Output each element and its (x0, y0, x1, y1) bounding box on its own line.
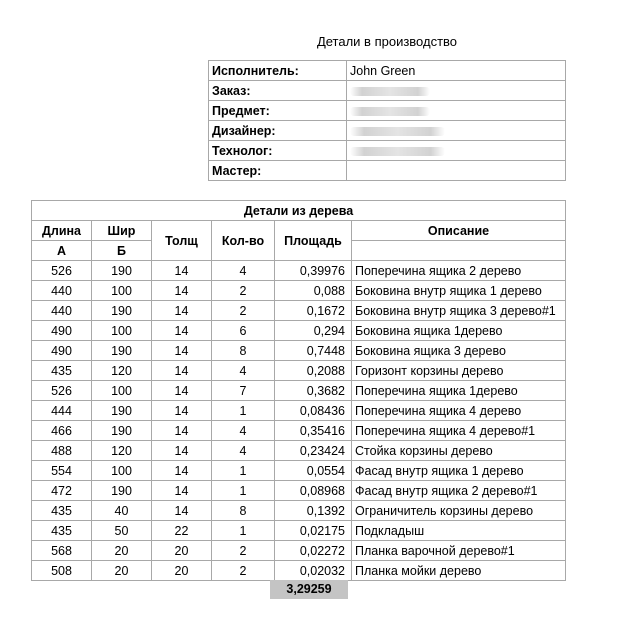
cell-thickness: 14 (152, 381, 212, 401)
cell-description: Планка мойки дерево (352, 561, 566, 581)
cell-description: Боковина ящика 1дерево (352, 321, 566, 341)
cell-area: 0,02032 (275, 561, 352, 581)
table-row (32, 361, 566, 381)
redacted-text (350, 87, 430, 96)
cell-quantity: 8 (212, 341, 275, 361)
cell-thickness: 14 (152, 421, 212, 441)
cell-description: Ограничитель корзины дерево (352, 501, 566, 521)
cell-description: Горизонт корзины дерево (352, 361, 566, 381)
cell-quantity: 1 (212, 481, 275, 501)
cell-area: 0,294 (275, 321, 352, 341)
col-length-subheader: А (32, 241, 92, 261)
cell-length: 472 (32, 481, 92, 501)
cell-thickness: 14 (152, 501, 212, 521)
table-row (32, 301, 566, 321)
cell-description: Боковина ящика 3 дерево (352, 341, 566, 361)
table-row (32, 341, 566, 361)
info-value (347, 161, 566, 181)
cell-width: 20 (92, 561, 152, 581)
table-row (32, 501, 566, 521)
cell-thickness: 20 (152, 541, 212, 561)
table-row (32, 441, 566, 461)
info-value (347, 101, 566, 121)
cell-width: 50 (92, 521, 152, 541)
cell-description: Фасад внутр ящика 2 дерево#1 (352, 481, 566, 501)
cell-length: 568 (32, 541, 92, 561)
cell-description: Боковина внутр ящика 3 дерево#1 (352, 301, 566, 321)
cell-length: 435 (32, 521, 92, 541)
info-value (347, 81, 566, 101)
info-row (209, 81, 566, 101)
cell-thickness: 22 (152, 521, 212, 541)
cell-length: 444 (32, 401, 92, 421)
cell-area: 0,08968 (275, 481, 352, 501)
redacted-text (350, 107, 430, 116)
cell-length: 554 (32, 461, 92, 481)
table-row (32, 481, 566, 501)
cell-quantity: 8 (212, 501, 275, 521)
cell-description: Боковина внутр ящика 1 дерево (352, 281, 566, 301)
cell-description: Поперечина ящика 1дерево (352, 381, 566, 401)
table-row (32, 541, 566, 561)
cell-thickness: 14 (152, 441, 212, 461)
cell-quantity: 2 (212, 561, 275, 581)
table-row (32, 421, 566, 441)
info-label: Предмет: (209, 101, 347, 121)
cell-area: 0,23424 (275, 441, 352, 461)
wood-parts-table (31, 200, 566, 581)
order-info-table (208, 60, 566, 181)
col-thickness-header: Толщ (152, 221, 212, 261)
cell-thickness: 14 (152, 281, 212, 301)
cell-quantity: 1 (212, 461, 275, 481)
cell-quantity: 2 (212, 541, 275, 561)
cell-width: 190 (92, 401, 152, 421)
cell-quantity: 4 (212, 261, 275, 281)
cell-width: 120 (92, 441, 152, 461)
cell-width: 100 (92, 461, 152, 481)
info-value: John Green (347, 61, 566, 81)
cell-width: 190 (92, 261, 152, 281)
cell-length: 526 (32, 261, 92, 281)
cell-description: Поперечина ящика 2 дерево (352, 261, 566, 281)
cell-area: 0,7448 (275, 341, 352, 361)
cell-thickness: 14 (152, 461, 212, 481)
table-row (32, 461, 566, 481)
cell-quantity: 2 (212, 281, 275, 301)
table-row (32, 281, 566, 301)
cell-quantity: 1 (212, 401, 275, 421)
cell-area: 0,088 (275, 281, 352, 301)
col-quantity-header: Кол-во (212, 221, 275, 261)
info-label: Мастер: (209, 161, 347, 181)
cell-thickness: 14 (152, 261, 212, 281)
table-row (32, 321, 566, 341)
cell-quantity: 6 (212, 321, 275, 341)
col-width-subheader: Б (92, 241, 152, 261)
cell-quantity: 2 (212, 301, 275, 321)
redacted-text (350, 127, 445, 136)
redacted-text (350, 147, 445, 156)
cell-width: 100 (92, 321, 152, 341)
col-area-header: Площадь (275, 221, 352, 261)
cell-area: 0,39976 (275, 261, 352, 281)
cell-quantity: 4 (212, 361, 275, 381)
cell-width: 190 (92, 481, 152, 501)
cell-length: 466 (32, 421, 92, 441)
cell-area: 0,08436 (275, 401, 352, 421)
cell-width: 100 (92, 381, 152, 401)
section-title: Детали из дерева (32, 201, 566, 221)
cell-description: Подкладыш (352, 521, 566, 541)
cell-thickness: 14 (152, 401, 212, 421)
cell-description: Поперечина ящика 4 дерево#1 (352, 421, 566, 441)
info-row (209, 141, 566, 161)
cell-quantity: 4 (212, 421, 275, 441)
cell-area: 0,02272 (275, 541, 352, 561)
table-row (32, 521, 566, 541)
cell-area: 0,02175 (275, 521, 352, 541)
table-row (32, 381, 566, 401)
info-value (347, 121, 566, 141)
cell-thickness: 14 (152, 361, 212, 381)
cell-description: Поперечина ящика 4 дерево (352, 401, 566, 421)
document-title: Детали в производство (316, 34, 458, 49)
cell-length: 440 (32, 301, 92, 321)
cell-quantity: 4 (212, 441, 275, 461)
cell-width: 20 (92, 541, 152, 561)
cell-thickness: 14 (152, 301, 212, 321)
cell-thickness: 20 (152, 561, 212, 581)
cell-length: 490 (32, 341, 92, 361)
cell-area: 0,1392 (275, 501, 352, 521)
info-label: Технолог: (209, 141, 347, 161)
col-description-header: Описание (352, 221, 566, 241)
table-row (32, 261, 566, 281)
col-length-header: Длина (32, 221, 92, 241)
cell-length: 490 (32, 321, 92, 341)
info-label: Исполнитель: (209, 61, 347, 81)
info-label: Дизайнер: (209, 121, 347, 141)
info-row (209, 101, 566, 121)
cell-description: Планка варочной дерево#1 (352, 541, 566, 561)
table-row (32, 561, 566, 581)
cell-thickness: 14 (152, 481, 212, 501)
cell-area: 0,3682 (275, 381, 352, 401)
col-width-header: Шир (92, 221, 152, 241)
cell-description: Стойка корзины дерево (352, 441, 566, 461)
cell-width: 40 (92, 501, 152, 521)
col-description-subheader (352, 241, 566, 261)
cell-description: Фасад внутр ящика 1 дерево (352, 461, 566, 481)
info-row (209, 61, 566, 81)
cell-length: 488 (32, 441, 92, 461)
cell-width: 190 (92, 421, 152, 441)
cell-width: 100 (92, 281, 152, 301)
cell-quantity: 7 (212, 381, 275, 401)
cell-quantity: 1 (212, 521, 275, 541)
cell-area: 0,0554 (275, 461, 352, 481)
table-row (32, 401, 566, 421)
info-label: Заказ: (209, 81, 347, 101)
cell-width: 190 (92, 341, 152, 361)
total-area: 3,29259 (270, 580, 348, 599)
cell-length: 508 (32, 561, 92, 581)
cell-width: 120 (92, 361, 152, 381)
cell-length: 435 (32, 361, 92, 381)
cell-width: 190 (92, 301, 152, 321)
cell-length: 435 (32, 501, 92, 521)
info-row (209, 121, 566, 141)
info-row (209, 161, 566, 181)
cell-area: 0,2088 (275, 361, 352, 381)
cell-area: 0,1672 (275, 301, 352, 321)
cell-length: 440 (32, 281, 92, 301)
cell-thickness: 14 (152, 341, 212, 361)
cell-thickness: 14 (152, 321, 212, 341)
cell-length: 526 (32, 381, 92, 401)
cell-area: 0,35416 (275, 421, 352, 441)
info-value (347, 141, 566, 161)
